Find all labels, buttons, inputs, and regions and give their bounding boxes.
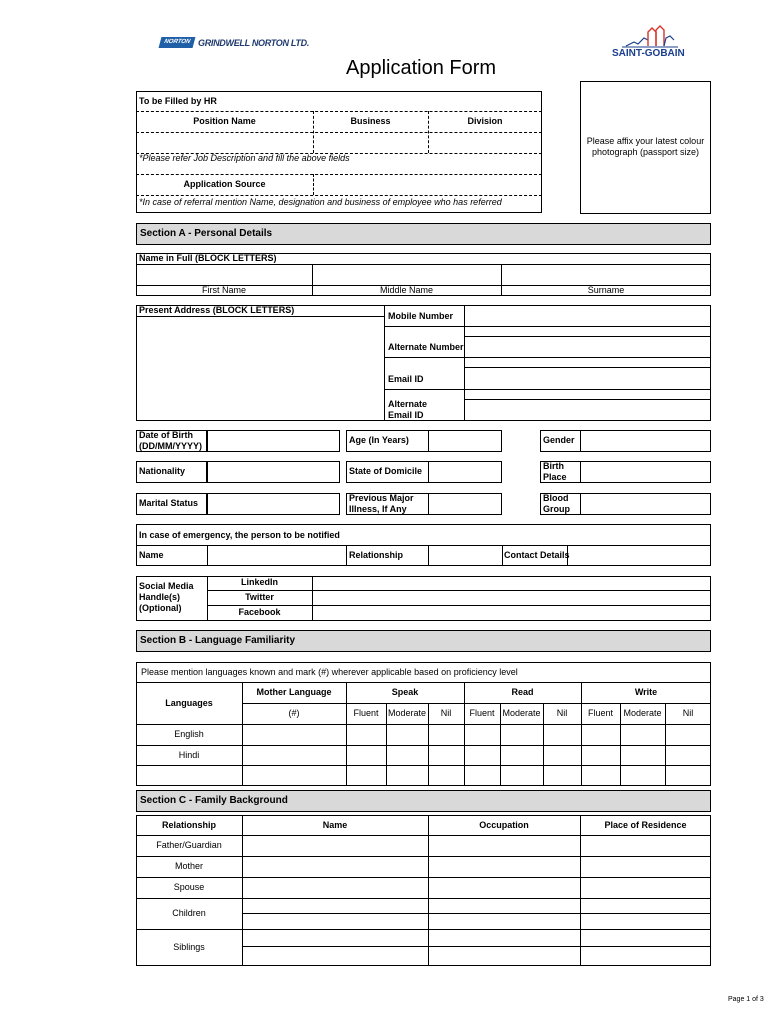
- family-occupation-field[interactable]: [429, 836, 579, 965]
- twitter-field[interactable]: [313, 591, 710, 605]
- note-referral: *In case of referral mention Name, designation and business of employee who has referred: [139, 197, 502, 207]
- gender-label: Gender: [543, 435, 575, 445]
- blood-group-label-1: Blood: [543, 493, 569, 503]
- norton-badge: NORTON: [159, 37, 196, 48]
- company-name: GRINDWELL NORTON LTD.: [198, 38, 310, 48]
- saint-gobain-building-icon: [608, 22, 688, 48]
- email-field[interactable]: [465, 368, 710, 389]
- speak-nil: Nil: [440, 708, 452, 718]
- family-row-spouse: Spouse: [173, 882, 205, 892]
- language-row-blank-field[interactable]: [137, 766, 241, 785]
- speak-fluent: Fluent: [353, 708, 379, 718]
- em-contact-label: Contact Details: [504, 550, 570, 560]
- page-number: Page 1 of 3: [728, 996, 764, 1003]
- present-address-field[interactable]: [137, 317, 383, 420]
- write-header: Write: [634, 687, 658, 697]
- gender-field[interactable]: [580, 430, 711, 452]
- family-row-mother: Mother: [174, 861, 203, 871]
- blood-group-field[interactable]: [580, 493, 711, 515]
- mother-language-hash: (#): [288, 708, 300, 718]
- col-position-name: Position Name: [193, 116, 256, 126]
- middle-name-field[interactable]: [313, 265, 500, 284]
- family-residence-field[interactable]: [581, 836, 710, 965]
- col-business: Business: [350, 116, 391, 126]
- illness-label-2: Illness, If Any: [349, 504, 407, 514]
- em-name-field[interactable]: [208, 546, 345, 565]
- mobile-label: Mobile Number: [388, 311, 454, 321]
- mobile-field[interactable]: [465, 306, 710, 326]
- surname-label: Surname: [587, 285, 625, 295]
- facebook-field[interactable]: [313, 606, 710, 620]
- alt-email-field[interactable]: [465, 400, 710, 420]
- col-division: Division: [467, 116, 503, 126]
- nationality-label: Nationality: [139, 466, 186, 476]
- alt-email-label-1: Alternate: [388, 399, 428, 409]
- col-occupation: Occupation: [479, 820, 529, 830]
- email-label: Email ID: [388, 374, 424, 384]
- alt-number-field[interactable]: [465, 337, 710, 357]
- write-fluent: Fluent: [587, 708, 613, 718]
- alt-number-label: Alternate Number: [388, 342, 464, 352]
- read-fluent: Fluent: [469, 708, 495, 718]
- read-header: Read: [511, 687, 534, 697]
- em-relationship-label: Relationship: [349, 550, 404, 560]
- speak-moderate: Moderate: [387, 708, 427, 718]
- photo-instruction-line1: Please affix your latest colour: [586, 136, 705, 146]
- dob-label-2: (DD/MM/YYYY): [139, 441, 202, 451]
- social-label-3: (Optional): [139, 603, 182, 613]
- norton-logo: [160, 36, 310, 50]
- marital-status-label: Marital Status: [139, 498, 199, 508]
- photo-instruction-line2: photograph (passport size): [591, 147, 700, 157]
- age-field[interactable]: [428, 430, 502, 452]
- business-field[interactable]: [314, 133, 427, 152]
- saint-gobain-text: SAINT-GOBAIN: [612, 48, 685, 59]
- name-full-label: Name in Full (BLOCK LETTERS): [139, 253, 277, 263]
- present-address-label: Present Address (BLOCK LETTERS): [139, 305, 295, 315]
- section-b-header: Section B - Language Familiarity: [136, 630, 711, 652]
- marital-status-field[interactable]: [207, 493, 340, 515]
- em-name-label: Name: [139, 550, 164, 560]
- birth-place-field[interactable]: [580, 461, 711, 483]
- language-row-english: English: [174, 729, 204, 739]
- em-relationship-field[interactable]: [429, 546, 501, 565]
- social-label-1: Social Media: [139, 581, 194, 591]
- blood-group-label-2: Group: [543, 504, 570, 514]
- middle-name-label: Middle Name: [379, 285, 434, 295]
- nationality-field[interactable]: [207, 461, 340, 483]
- languages-header: Languages: [165, 698, 213, 708]
- family-name-field[interactable]: [243, 836, 427, 965]
- hr-block-title: To be Filled by HR: [139, 96, 217, 106]
- read-moderate: Moderate: [502, 708, 541, 718]
- birth-place-label-2: Place: [543, 472, 567, 482]
- family-row-children: Children: [172, 908, 206, 918]
- col-relationship: Relationship: [161, 820, 216, 830]
- facebook-label: Facebook: [238, 607, 281, 617]
- age-label: Age (In Years): [349, 435, 409, 445]
- illness-field[interactable]: [428, 493, 502, 515]
- speak-header: Speak: [391, 687, 419, 697]
- write-nil: Nil: [682, 708, 694, 718]
- col-name: Name: [322, 820, 348, 830]
- application-source-field[interactable]: [314, 175, 541, 194]
- surname-field[interactable]: [502, 265, 710, 284]
- birth-place-label-1: Birth: [543, 461, 564, 471]
- illness-label-1: Previous Major: [349, 493, 414, 503]
- alt-email-label-2: Email ID: [388, 410, 424, 420]
- section-c-header: Section C - Family Background: [136, 790, 711, 812]
- col-place-of-residence: Place of Residence: [604, 820, 687, 830]
- form-title: Application Form: [346, 57, 497, 79]
- linkedin-field[interactable]: [313, 577, 710, 590]
- language-instruction: Please mention languages known and mark (#) wherever applicable based on proficiency level: [141, 667, 518, 677]
- family-row-siblings: Siblings: [173, 942, 205, 952]
- domicile-field[interactable]: [428, 461, 502, 483]
- first-name-field[interactable]: [137, 265, 311, 284]
- language-row-hindi: Hindi: [178, 750, 200, 760]
- read-nil: Nil: [556, 708, 568, 718]
- first-name-label: First Name: [201, 285, 246, 295]
- emergency-title: In case of emergency, the person to be notified: [139, 530, 340, 540]
- social-label-2: Handle(s): [139, 592, 181, 602]
- twitter-label: Twitter: [245, 592, 274, 602]
- position-name-field[interactable]: [137, 133, 312, 152]
- family-row-father: Father/Guardian: [156, 840, 222, 850]
- note-job-description: *Please refer Job Description and fill the above fields: [139, 153, 350, 163]
- write-moderate: Moderate: [623, 708, 662, 718]
- application-source-label: Application Source: [183, 179, 266, 189]
- dob-label-1: Date of Birth: [139, 430, 193, 440]
- domicile-label: State of Domicile: [349, 466, 423, 476]
- mother-language-header: Mother Language: [256, 687, 332, 697]
- linkedin-label: LinkedIn: [240, 577, 278, 587]
- section-a-header: Section A - Personal Details: [136, 223, 711, 245]
- saint-gobain-logo: [608, 22, 688, 62]
- division-field[interactable]: [429, 133, 541, 152]
- em-contact-field[interactable]: [568, 546, 710, 565]
- dob-field[interactable]: [207, 430, 340, 452]
